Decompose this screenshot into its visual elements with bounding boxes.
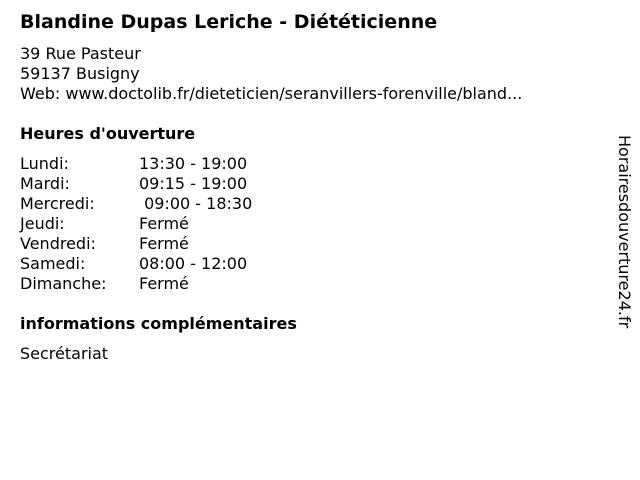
city-postcode: 59137 Busigny — [20, 64, 140, 83]
time-value: Fermé — [139, 274, 189, 293]
opening-hours-heading: Heures d'ouverture — [20, 124, 196, 143]
time-value: 09:15 - 19:00 — [139, 174, 248, 193]
time-value: Fermé — [139, 234, 189, 253]
day-label: Dimanche: — [20, 274, 107, 293]
site-watermark — [611, 135, 637, 345]
day-label: Samedi: — [20, 254, 86, 273]
time-value: 13:30 - 19:00 — [139, 154, 248, 173]
day-label: Lundi: — [20, 154, 69, 173]
day-label: Jeudi: — [20, 214, 65, 233]
additional-info-text: Secrétariat — [20, 344, 109, 363]
business-address — [20, 44, 522, 104]
business-name: Blandine Dupas Leriche - Diététicienne — [20, 11, 438, 33]
additional-info-heading: informations complémentaires — [20, 314, 297, 333]
website-link[interactable]: Web: www.doctolib.fr/dieteticien/seranvillers-forenville/bland... — [20, 84, 523, 103]
day-label: Mardi: — [20, 174, 70, 193]
time-value: 08:00 - 12:00 — [139, 254, 248, 273]
time-value: 09:00 - 18:30 — [139, 194, 253, 213]
day-label: Vendredi: — [20, 234, 96, 253]
street-address: 39 Rue Pasteur — [20, 44, 141, 63]
time-value: Fermé — [139, 214, 189, 233]
day-label: Mercredi: — [20, 194, 95, 213]
watermark-text: Horairesdouverture24.fr — [615, 135, 634, 329]
